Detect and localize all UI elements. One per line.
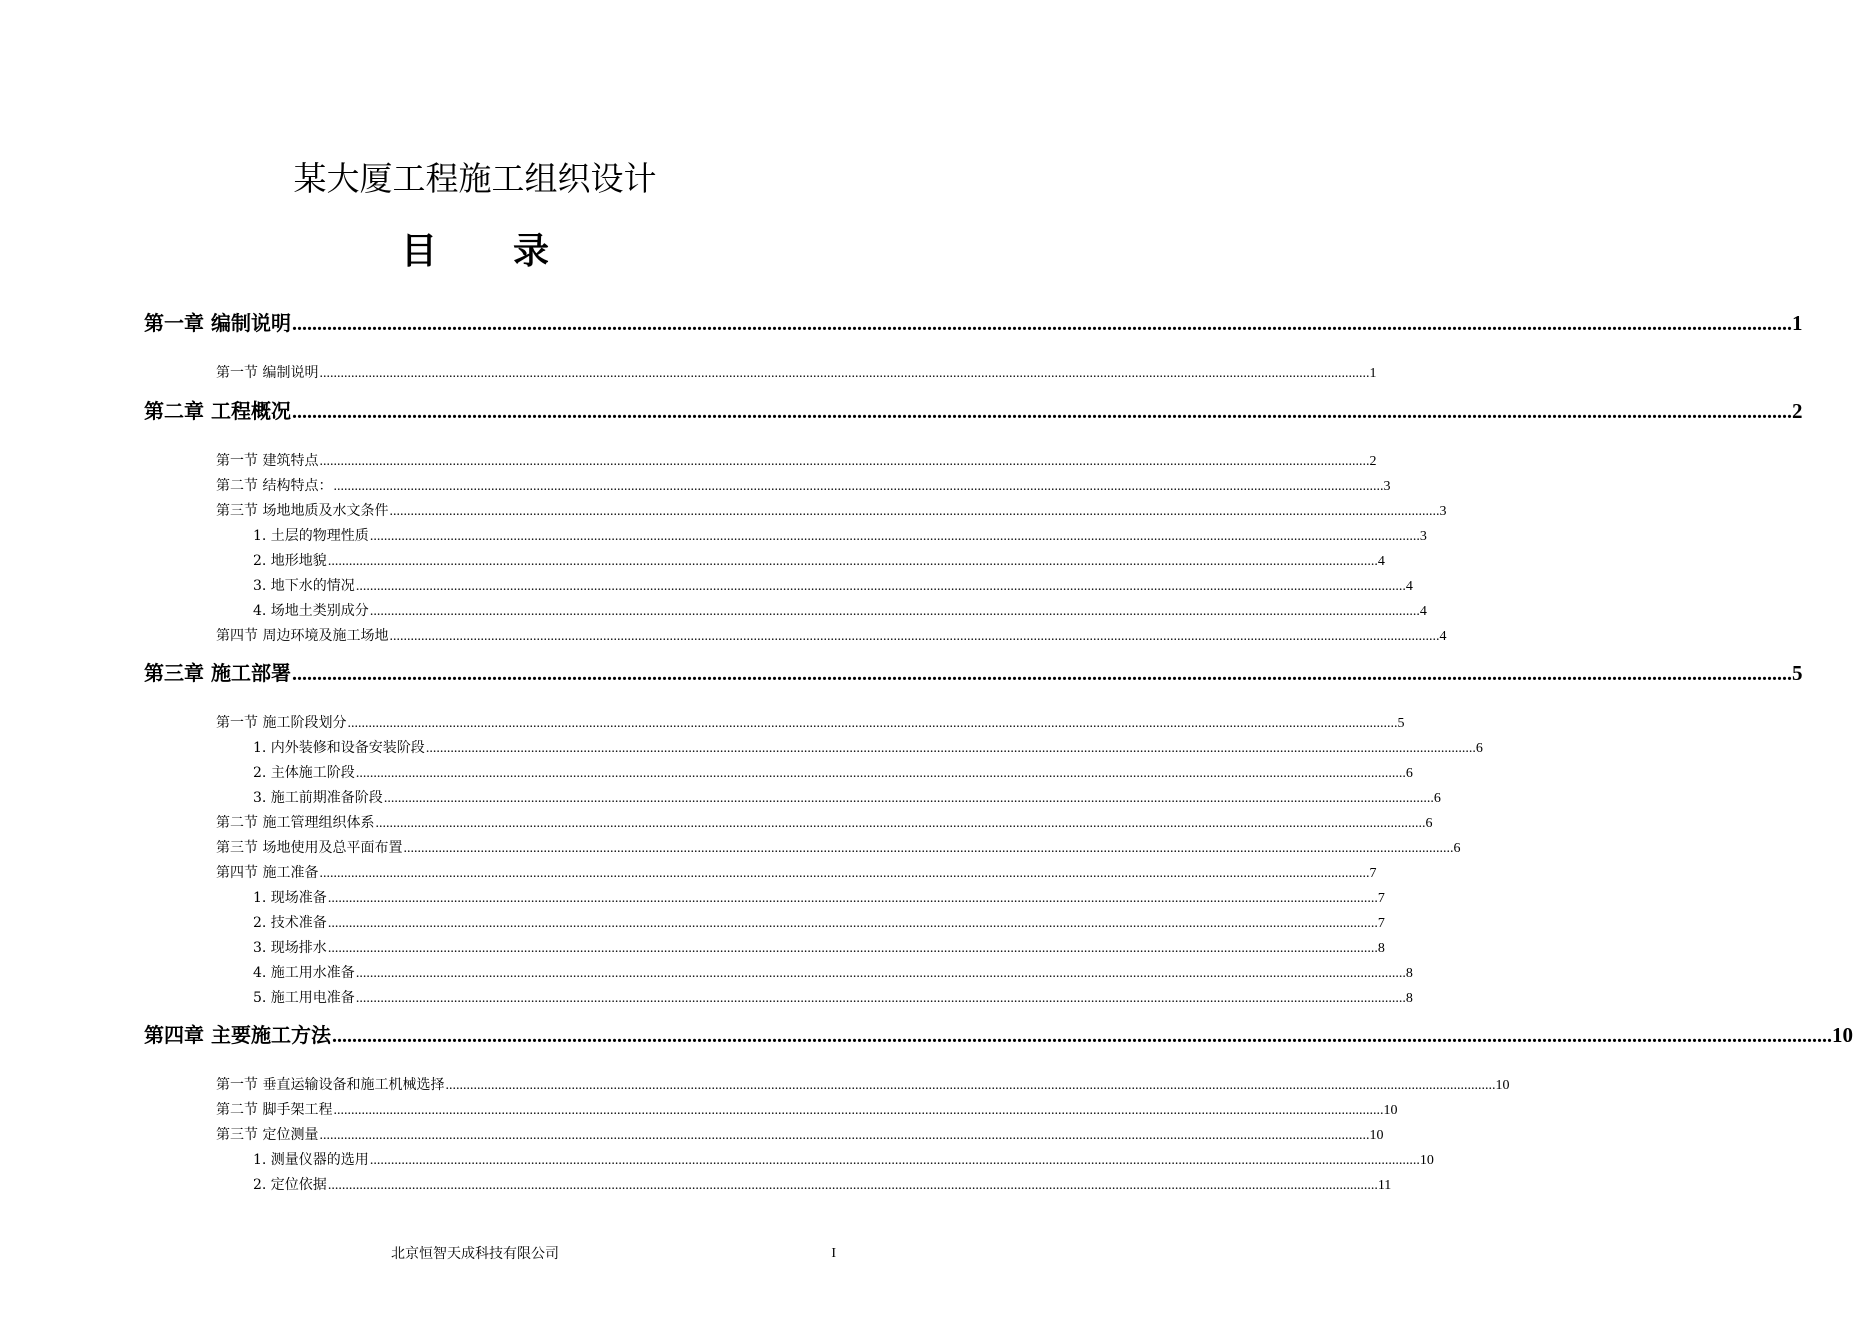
toc-entry-label: 第一章 编制说明 [144, 311, 291, 335]
toc-entry-label: 第一节 施工阶段划分 [216, 715, 347, 731]
toc-entry-page-number: 8 [1405, 966, 1413, 981]
toc-entry-chapter[interactable] [144, 658, 1803, 688]
toc-dot-leader: ............................................................................................................................................................................................................................................................................................................ [389, 504, 1440, 519]
toc-entry-item[interactable] [253, 737, 1483, 759]
toc-entry-label: 1. 内外装修和设备安装阶段 [253, 740, 425, 756]
toc-dot-leader: ............................................................................................................................................................................................................................................................................................................ [369, 1153, 1420, 1168]
toc-entry-section[interactable] [216, 1074, 1510, 1096]
toc-entry-page-number: 3 [1439, 504, 1447, 519]
toc-dot-leader: ............................................................................................................................................................................................................................................................................................................ [355, 579, 1406, 594]
toc-dot-leader: ............................................................................................................................................................................................................................................................................................................ [319, 454, 1370, 469]
toc-entry-page-number: 4 [1419, 604, 1427, 619]
toc-entry-item[interactable] [253, 987, 1413, 1009]
toc-entry-page-number: 1 [1791, 311, 1803, 335]
toc-entry-page-number: 4 [1377, 554, 1385, 569]
toc-entry-label: 3. 地下水的情况 [253, 578, 355, 594]
toc-dot-leader: ............................................................................................................................................................................................................................................................................................................ [389, 629, 1440, 644]
toc-dot-leader: ............................................................................................................................................................................................................................................................................................................ [327, 554, 1378, 569]
toc-entry-page-number: 2 [1791, 399, 1803, 423]
toc-entry-page-number: 5 [1397, 716, 1405, 731]
toc-entry-label: 1. 测量仪器的选用 [253, 1152, 369, 1168]
toc-entry-item[interactable] [253, 1149, 1434, 1171]
toc-entry-section[interactable] [216, 837, 1461, 859]
toc-entry-label: 2. 主体施工阶段 [253, 765, 355, 781]
toc-entry-label: 第二章 工程概况 [144, 399, 291, 423]
toc-dot-leader: ............................................................................................................................................................................................................................................................................................................ [327, 1178, 1378, 1193]
toc-dot-leader: ............................................................................................................................................................................................................................................................................................................ [355, 991, 1406, 1006]
toc-entry-label: 1. 现场准备 [253, 890, 327, 906]
toc-dot-leader: ............................................................................................................................................................................................................................................................................................................ [347, 716, 1398, 731]
toc-entry-page-number: 4 [1439, 629, 1447, 644]
toc-entry-label: 4. 施工用水准备 [253, 965, 355, 981]
toc-dot-leader: ............................................................................................................................................................................................................................................................................................................ [369, 529, 1420, 544]
toc-entry-section[interactable] [216, 1124, 1384, 1146]
toc-dot-leader: ............................................................................................................................................................................................................................................................................................................ [291, 401, 1792, 423]
toc-entry-label: 第二节 脚手架工程 [216, 1102, 333, 1118]
toc-entry-section[interactable] [216, 475, 1391, 497]
toc-entry-section[interactable] [216, 362, 1377, 384]
toc-dot-leader: ............................................................................................................................................................................................................................................................................................................ [445, 1078, 1496, 1093]
toc-dot-leader: ............................................................................................................................................................................................................................................................................................................ [369, 604, 1420, 619]
toc-dot-leader: ............................................................................................................................................................................................................................................................................................................ [333, 479, 1384, 494]
toc-entry-page-number: 6 [1433, 791, 1441, 806]
toc-entry-label: 第二节 结构特点： [216, 478, 333, 494]
toc-entry-label: 第四节 施工准备 [216, 865, 319, 881]
toc-entry-item[interactable] [253, 600, 1427, 622]
toc-dot-leader: ............................................................................................................................................................................................................................................................................................................ [375, 816, 1426, 831]
toc-entry-item[interactable] [253, 787, 1441, 809]
toc-entry-page-number: 10 [1495, 1078, 1510, 1093]
toc-entry-page-number: 6 [1405, 766, 1413, 781]
toc-entry-page-number: 10 [1369, 1128, 1384, 1143]
toc-entry-item[interactable] [253, 575, 1413, 597]
toc-entry-label: 第三节 定位测量 [216, 1127, 319, 1143]
toc-entry-page-number: 7 [1377, 916, 1385, 931]
toc-dot-leader: ............................................................................................................................................................................................................................................................................................................ [319, 866, 1370, 881]
toc-entry-label: 第一节 垂直运输设备和施工机械选择 [216, 1077, 445, 1093]
toc-entry-page-number: 11 [1377, 1178, 1392, 1193]
toc-dot-leader: ............................................................................................................................................................................................................................................................................................................ [327, 941, 1378, 956]
toc-dot-leader: ............................................................................................................................................................................................................................................................................................................ [319, 366, 1370, 381]
toc-entry-page-number: 10 [1419, 1153, 1434, 1168]
toc-entry-chapter[interactable] [144, 1020, 1853, 1050]
toc-entry-section[interactable] [216, 450, 1377, 472]
toc-entry-page-number: 3 [1383, 479, 1391, 494]
toc-entry-label: 第一节 建筑特点 [216, 453, 319, 469]
toc-entry-label: 第二节 施工管理组织体系 [216, 815, 375, 831]
toc-entry-item[interactable] [253, 912, 1385, 934]
toc-dot-leader: ............................................................................................................................................................................................................................................................................................................ [327, 891, 1378, 906]
toc-entry-section[interactable] [216, 500, 1447, 522]
toc-entry-label: 第四节 周边环境及施工场地 [216, 628, 389, 644]
toc-entry-section[interactable] [216, 712, 1405, 734]
document-title: 某大厦工程施工组织设计 [293, 159, 657, 198]
toc-dot-leader: ............................................................................................................................................................................................................................................................................................................ [327, 916, 1378, 931]
toc-entry-label: 第四章 主要施工方法 [144, 1023, 331, 1047]
toc-dot-leader: ............................................................................................................................................................................................................................................................................................................ [331, 1025, 1832, 1047]
toc-entry-section[interactable] [216, 812, 1433, 834]
toc-entry-item[interactable] [253, 1174, 1392, 1196]
toc-entry-chapter[interactable] [144, 308, 1803, 338]
toc-entry-label: 2. 技术准备 [253, 915, 327, 931]
toc-entry-label: 2. 地形地貌 [253, 553, 327, 569]
toc-entry-page-number: 6 [1425, 816, 1433, 831]
toc-entry-page-number: 6 [1475, 741, 1483, 756]
toc-dot-leader: ............................................................................................................................................................................................................................................................................................................ [383, 791, 1434, 806]
toc-entry-page-number: 7 [1377, 891, 1385, 906]
toc-entry-page-number: 10 [1383, 1103, 1398, 1118]
toc-dot-leader: ............................................................................................................................................................................................................................................................................................................ [291, 663, 1792, 685]
toc-entry-label: 第三节 场地使用及总平面布置 [216, 840, 403, 856]
toc-heading: 目录 [400, 231, 625, 272]
toc-entry-page-number: 3 [1419, 529, 1427, 544]
footer-page-number: I [831, 1246, 836, 1261]
toc-entry-page-number: 10 [1831, 1023, 1853, 1047]
toc-entry-label: 第一节 编制说明 [216, 365, 319, 381]
toc-entry-label: 第三节 场地地质及水文条件 [216, 503, 389, 519]
toc-dot-leader: ............................................................................................................................................................................................................................................................................................................ [355, 966, 1406, 981]
toc-dot-leader: ............................................................................................................................................................................................................................................................................................................ [355, 766, 1406, 781]
toc-entry-label: 4. 场地土类别成分 [253, 603, 369, 619]
toc-entry-item[interactable] [253, 550, 1385, 572]
toc-entry-label: 3. 现场排水 [253, 940, 327, 956]
toc-entry-chapter[interactable] [144, 396, 1803, 426]
toc-entry-page-number: 7 [1369, 866, 1377, 881]
toc-dot-leader: ............................................................................................................................................................................................................................................................................................................ [403, 841, 1454, 856]
toc-entry-page-number: 5 [1791, 661, 1803, 685]
toc-entry-section[interactable] [216, 862, 1377, 884]
toc-entry-item[interactable] [253, 937, 1385, 959]
toc-entry-page-number: 4 [1405, 579, 1413, 594]
footer-company: 北京恒智天成科技有限公司 [391, 1246, 559, 1262]
toc-dot-leader: ............................................................................................................................................................................................................................................................................................................ [291, 313, 1792, 335]
toc-entry-page-number: 1 [1369, 366, 1377, 381]
toc-entry-item[interactable] [253, 525, 1427, 547]
toc-entry-section[interactable] [216, 1099, 1398, 1121]
toc-entry-label: 第三章 施工部署 [144, 661, 291, 685]
toc-entry-label: 2. 定位依据 [253, 1177, 327, 1193]
toc-entry-page-number: 2 [1369, 454, 1377, 469]
toc-dot-leader: ............................................................................................................................................................................................................................................................................................................ [333, 1103, 1384, 1118]
toc-entry-label: 3. 施工前期准备阶段 [253, 790, 383, 806]
toc-entry-page-number: 6 [1453, 841, 1461, 856]
toc-entry-item[interactable] [253, 887, 1385, 909]
toc-entry-item[interactable] [253, 762, 1413, 784]
toc-entry-page-number: 8 [1405, 991, 1413, 1006]
toc-entry-section[interactable] [216, 625, 1447, 647]
toc-entry-page-number: 8 [1377, 941, 1385, 956]
toc-dot-leader: ............................................................................................................................................................................................................................................................................................................ [425, 741, 1476, 756]
toc-entry-label: 1. 土层的物理性质 [253, 528, 369, 544]
toc-entry-item[interactable] [253, 962, 1413, 984]
toc-dot-leader: ............................................................................................................................................................................................................................................................................................................ [319, 1128, 1370, 1143]
toc-entry-label: 5. 施工用电准备 [253, 990, 355, 1006]
